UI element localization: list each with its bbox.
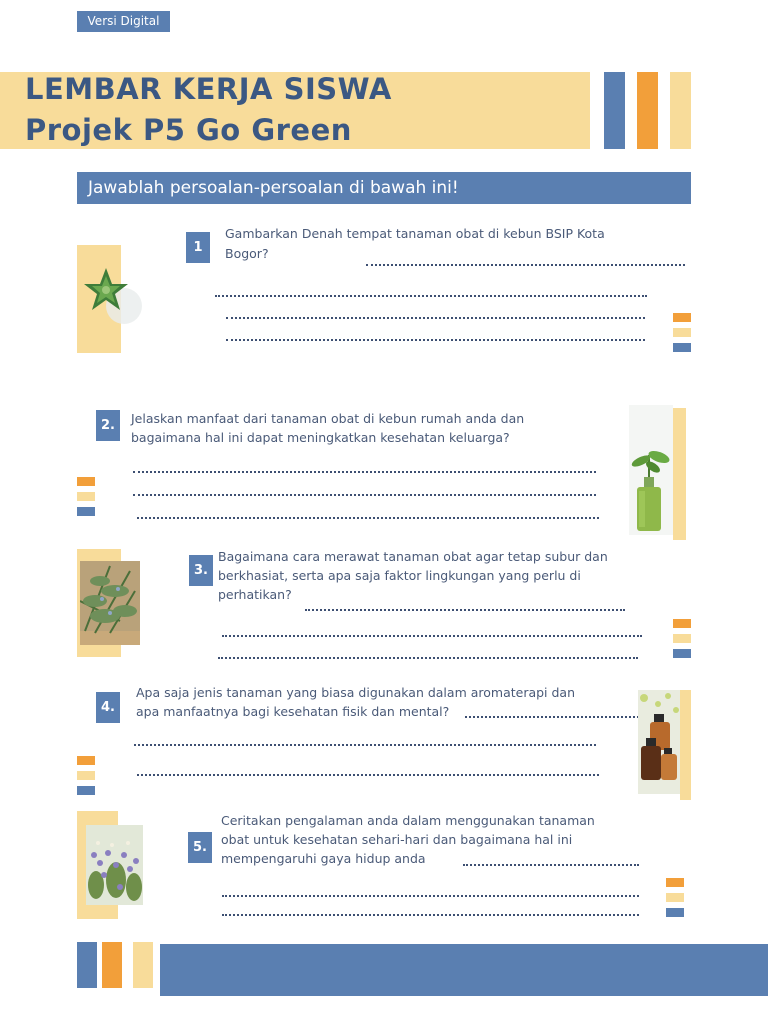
deco-stripe [673,343,691,352]
question-number: 5. [188,832,212,863]
deco-stripe [666,893,684,902]
answer-line[interactable] [463,864,639,866]
question-4-line1: Apa saja jenis tanaman yang biasa digunakan dalam aromaterapi dan [136,685,576,700]
question-5-line2: obat untuk kesehatan sehari-hari dan bagaimana hal ini [221,832,573,847]
deco-stripe [666,878,684,887]
essential-oil-bottles-image [638,690,680,794]
question-2-line2: bagaimana hal ini dapat meningkatkan kesehatan keluarga? [131,430,510,445]
deco-stripe [77,507,95,516]
footer-band [160,944,768,996]
footer-bar-orange [102,942,122,988]
header-bar-blue [604,72,625,149]
header-bar-orange [637,72,658,149]
deco-stripe [77,477,95,486]
answer-line[interactable] [222,635,642,637]
deco-stripe [77,786,95,795]
answer-line[interactable] [226,339,645,341]
answer-line[interactable] [137,774,599,776]
question-number: 2. [96,410,120,441]
deco-stripe [673,649,691,658]
question-3-line2: berkhasiat, serta apa saja faktor lingkungan yang perlu di [218,568,581,583]
question-5-line3: mempengaruhi gaya hidup anda [221,851,426,866]
deco-stripe [673,634,691,643]
footer-bar-yellow [133,942,153,988]
answer-line[interactable] [226,317,645,319]
answer-line[interactable] [465,716,639,718]
q2-panel [673,408,686,540]
question-number: 1 [186,232,210,263]
q4-panel [680,690,691,800]
question-number: 4. [96,692,120,723]
question-2-line1: Jelaskan manfaat dari tanaman obat di kebun rumah anda dan [131,411,525,426]
answer-line[interactable] [218,657,638,659]
version-badge: Versi Digital [77,11,170,32]
answer-line[interactable] [305,609,625,611]
answer-line[interactable] [133,471,596,473]
question-4-line2: apa manfaatnya bagi kesehatan fisik dan mental? [136,704,450,719]
question-1-line2: Bogor? [225,246,269,261]
page-subtitle: Projek P5 Go Green [25,113,352,147]
answer-line[interactable] [215,295,647,297]
answer-line[interactable] [137,517,599,519]
deco-stripe [673,328,691,337]
answer-line[interactable] [366,264,685,266]
lavender-flowers-image [86,825,143,905]
answer-line[interactable] [222,895,639,897]
plant-in-bottle-image [629,405,673,535]
question-number: 3. [189,555,213,586]
question-3-line3: perhatikan? [218,587,292,602]
answer-line[interactable] [133,494,596,496]
deco-stripe [77,756,95,765]
deco-stripe [666,908,684,917]
answer-line[interactable] [222,914,639,916]
deco-stripe [673,313,691,322]
succulent-plant-image [80,262,146,330]
question-1-line1: Gambarkan Denah tempat tanaman obat di kebun BSIP Kota [225,226,605,241]
question-5-line1: Ceritakan pengalaman anda dalam menggunakan tanaman [221,813,595,828]
answer-line[interactable] [134,744,596,746]
header-bar-yellow [670,72,691,149]
deco-stripe [673,619,691,628]
question-3-line1: Bagaimana cara merawat tanaman obat agar tetap subur dan [218,549,608,564]
page-title: LEMBAR KERJA SISWA [25,72,392,106]
instruction-banner: Jawablah persoalan-persoalan di bawah ini! [77,172,691,204]
footer-bar-blue [77,942,97,988]
deco-stripe [77,492,95,501]
rosemary-image [80,561,140,645]
deco-stripe [77,771,95,780]
